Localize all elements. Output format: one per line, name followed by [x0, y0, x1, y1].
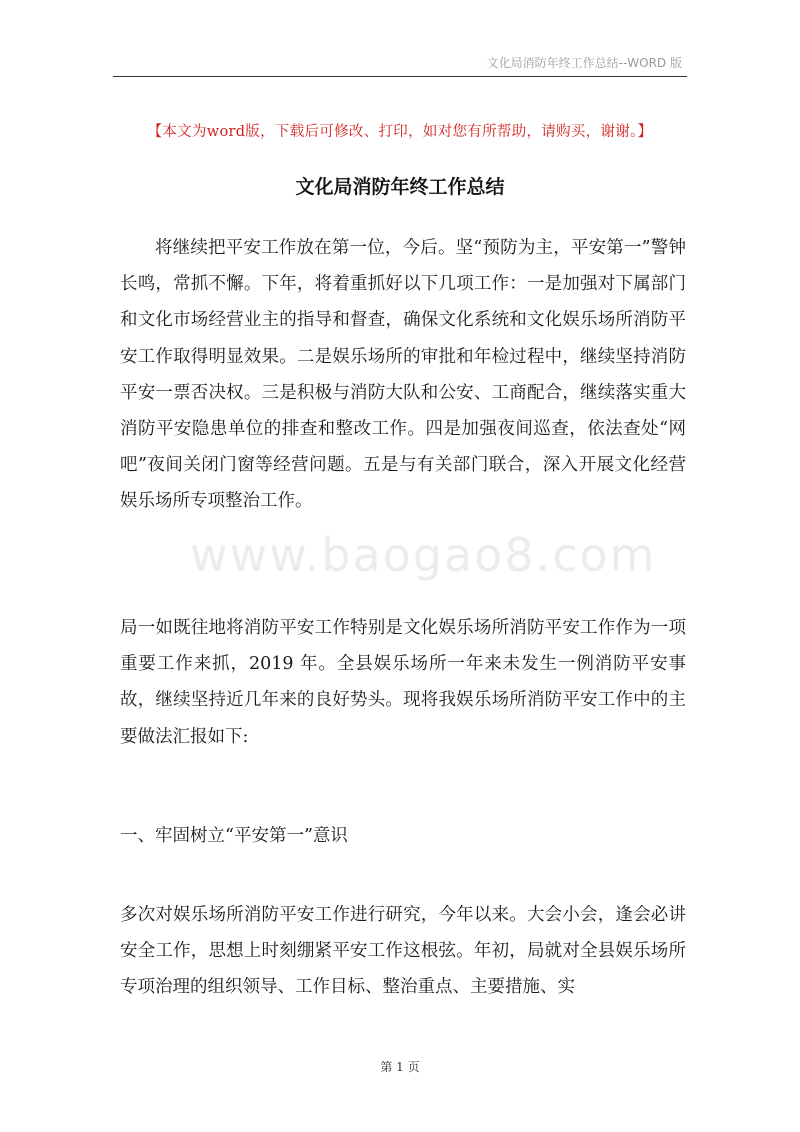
watermark: www.baogao8.com [190, 528, 657, 582]
paragraph-3: 多次对娱乐场所消防平安工作进行研究，今年以来。大会小会，逢会必讲安全工作，思想上时刻绷紧平安工作这根弦。年初，局就对全县娱乐场所专项治理的组织领导、工作目标、整治重点、主要措施、实 [120, 905, 686, 998]
document-title: 文化局消防年终工作总结 [295, 176, 505, 198]
purchase-notice: 【本文为word版，下载后可修改、打印，如对您有所帮助，请购买，谢谢。】 [147, 124, 653, 140]
header-divider [113, 76, 687, 77]
section-heading: 一、牢固树立“平安第一”意识 [120, 826, 348, 846]
page-number: 第 1 页 [380, 1060, 420, 1074]
paragraph-1: 将继续把平安工作放在第一位，今后。坚“预防为主，平安第一”警钟长鸣，常抓不懈。下年，将着重抓好以下几项工作：一是加强对下属部门和文化市场经营业主的指导和督查，确保文化系统和文化娱乐场所消防平安工作取得明显效果。二是娱乐场所的审批和年检过程中，继续坚持消防平安一票否决权。三是积极与消防大队和公安、工商配合，继续落实重大消防平安隐患单位的排查和整改工作。四是加强夜间巡查，依法查处“网吧”夜间关闭门窗等经营问题。五是与有关部门联合，深入开展文化经营娱乐场所专项整治工作。 [120, 238, 686, 512]
paragraph-2: 局一如既往地将消防平安工作特别是文化娱乐场所消防平安工作作为一项重要工作来抓，2019 年。全县娱乐场所一年来未发生一例消防平安事故，继续坚持近几年来的良好势头。现将我娱乐场所消防平安工作中的主要做法汇报如下: [120, 618, 686, 747]
running-header: 文化局消防年终工作总结--WORD 版 [486, 56, 682, 70]
